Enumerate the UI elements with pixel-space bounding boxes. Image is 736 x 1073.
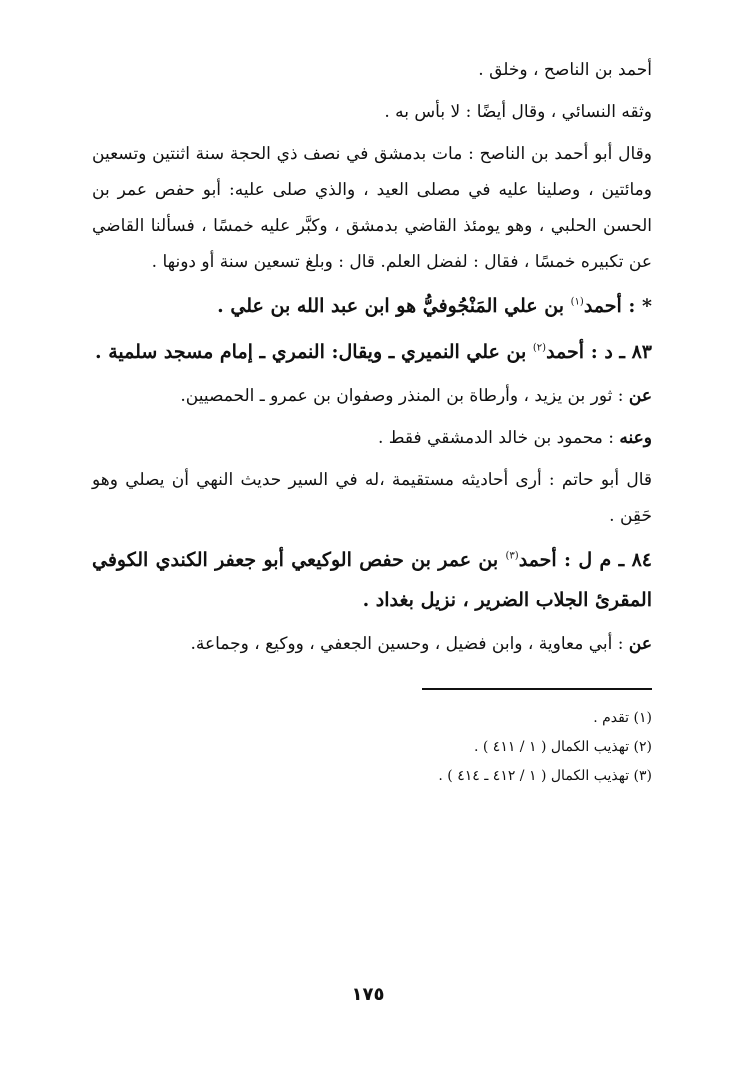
narrators-from-83 (92, 378, 652, 414)
entry-number: ٨٤ ـ م ل : (564, 549, 652, 571)
entry-marker: * : (628, 295, 652, 317)
footnote-ref-3[interactable]: (٣) (505, 550, 519, 562)
footnote-ref-1[interactable]: (١) (570, 296, 584, 308)
entry-84 (92, 540, 652, 620)
entry-83 (92, 332, 652, 372)
entry-rest: بن عمر بن حفص الوكيعي أبو جعفر الكندي الكوفي المقرئ الجلاب الضرير ، نزيل بغداد . (92, 549, 652, 611)
footnote-2: (٢) تهذيب الكمال ( ١ / ٤١١ ) . (473, 739, 652, 755)
entry-reference (92, 286, 652, 326)
narrators-text: : أبي معاوية ، وابن فضيل ، وحسين الجعفي ، ووكيع ، وجماعة. (190, 634, 624, 654)
entry-name: أحمد (583, 295, 622, 317)
footnote-ref-2[interactable]: (٢) (532, 342, 547, 354)
paragraph-abu-hatim: قال أبو حاتم : أرى أحاديثه مستقيمة ،له في السير حديث النهي أن يصلي وهو حَقِن . (92, 470, 652, 526)
entry-name: أحمد (546, 341, 585, 363)
page-number: ١٧٥ (351, 984, 385, 1005)
narrators-from-84 (92, 626, 652, 662)
label-from: عن (628, 634, 652, 654)
narrators-to-83 (92, 420, 652, 456)
entry-number: ٨٣ ـ د : (590, 341, 652, 363)
text-line-2: وثقه النسائي ، وقال أيضًا : لا بأس به . (384, 102, 652, 122)
entry-rest: بن علي المَنْجُوفيُّ هو ابن عبد الله بن علي . (217, 295, 564, 317)
footnote-3: (٣) تهذيب الكمال ( ١ / ٤١٢ ـ ٤١٤ ) . (438, 768, 652, 784)
label-to: وعنه (619, 428, 652, 448)
entry-rest: بن علي النميري ـ ويقال: النمري ـ إمام مسجد سلمية . (94, 341, 527, 363)
text-line-1: أحمد بن الناصح ، وخلق . (478, 60, 652, 80)
footnote-divider (422, 688, 652, 690)
page-body (92, 52, 652, 791)
label-from: عن (628, 386, 652, 406)
entry-name: أحمد (518, 549, 557, 571)
footnote-1: (١) تقدم . (593, 710, 652, 726)
paragraph-death-note: وقال أبو أحمد بن الناصح : مات بدمشق في نصف ذي الحجة سنة اثنتين وتسعين ومائتين ، وصلينا عليه في مصلى العيد ، والذي صلى عليه: أبو حفص عمر بن الحسن الحلبي ، وهو يومئذ القاضي بدمشق ، وكبَّر عليه خمسًا ، فسألنا القاضي عن تكبيره خمسًا ، فقال : لفضل العلم. قال : وبلغ تسعين سنة أو دونها . (92, 144, 652, 272)
narrators-text: : محمود بن خالد الدمشقي فقط . (377, 428, 614, 448)
narrators-text: : ثور بن يزيد ، وأرطاة بن المنذر وصفوان بن عمرو ـ الحمصيين. (180, 386, 624, 406)
